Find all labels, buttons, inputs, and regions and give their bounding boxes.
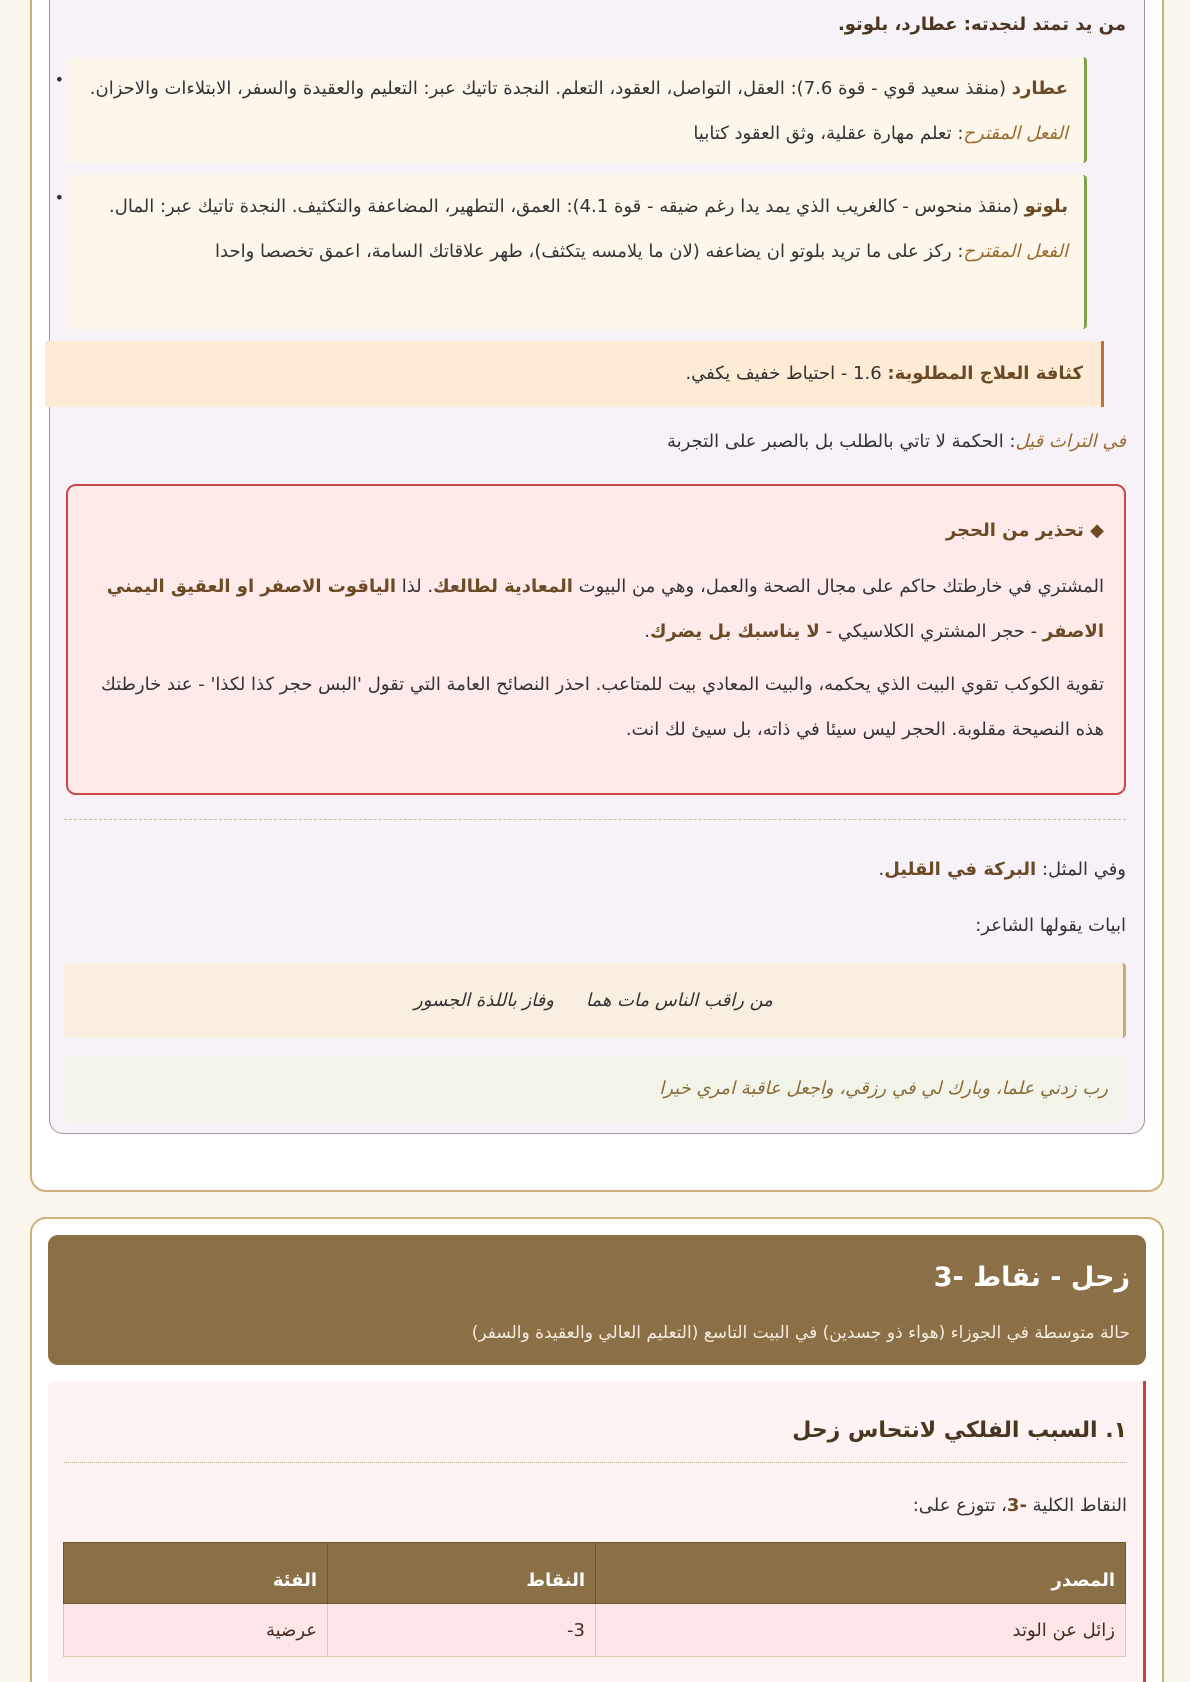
helper-text: (منقذ سعيد قوي - قوة 7.6): العقل، التواصل، العقود، التعلم. النجدة تاتيك عبر: التعليم والعقيدة والسفر، الابتلاءات والاحزان. <box>89 78 1012 99</box>
helper-name: بلوتو <box>1024 196 1068 217</box>
action-text: : تعلم مهارة عقلية، وثق العقود كتابيا <box>693 123 964 144</box>
divider <box>64 819 1126 820</box>
action-label: الفعل المقترح <box>963 241 1068 262</box>
heritage-text: : الحكمة لا تاتي بالطلب بل بالصبر على التجربة <box>666 431 1016 452</box>
remedy-density-box <box>45 341 1104 407</box>
saturn-header <box>48 1235 1146 1365</box>
remedy-panel <box>49 0 1145 1134</box>
stone-warning-box <box>66 484 1126 795</box>
poem-box <box>64 963 1126 1038</box>
warning-title-text: تحذير من الحجر <box>945 520 1084 541</box>
action-text: : ركز على ما تريد بلوتو ان يضاعفه (لان ما يلامسه يتكثف)، طهر علاقاتك السامة، اعمق تخصصا واحدا <box>215 241 964 262</box>
heritage-label: في التراث قيل <box>1015 431 1126 452</box>
helpers-lead: من يد تمتد لنجدته: عطارد، بلوتو. <box>837 14 1126 35</box>
warning-title <box>86 516 1104 546</box>
bullet: • <box>54 188 64 207</box>
warning-paragraph-2: تقوية الكوكب تقوي البيت الذي يحكمه، والبيت المعادي بيت للمتاعب. احذر النصائح العامة التي تقول 'البس حجر كذا لكذا' - عند خارطتك هذه النصيحة مقلوبة. الحجر ليس سيئا في ذاته، بل سيئ لك انت. <box>100 674 1104 740</box>
cell-category: عرضية <box>64 1604 328 1657</box>
density-label: كثافة العلاج المطلوبة: <box>887 363 1083 384</box>
prayer-box: رب زدني علما، وبارك لي في رزقي، واجعل عاقبة امري خيرا <box>64 1056 1126 1122</box>
table-row <box>64 1604 1126 1657</box>
bullet: • <box>54 70 64 89</box>
planet-card-saturn <box>30 1217 1164 1682</box>
section-title: ١. السبب الفلكي لانتحاس زحل <box>64 1416 1127 1463</box>
helper-item-mercury <box>65 57 1087 163</box>
cell-source: زائل عن الوتد <box>596 1604 1126 1657</box>
column-header: النقاط <box>328 1543 596 1604</box>
column-header: الفئة <box>64 1543 328 1604</box>
saturn-cause-section <box>48 1381 1146 1682</box>
diamond-icon: ◆ <box>1090 520 1104 541</box>
column-header: المصدر <box>596 1543 1126 1604</box>
points-table <box>63 1542 1126 1657</box>
action-label: الفعل المقترح <box>963 123 1068 144</box>
density-value: 1.6 - احتياط خفيف يكفي. <box>685 363 888 384</box>
helper-text: (منقذ منحوس - كالغريب الذي يمد يدا رغم ضيقه - قوة 4.1): العمق، التطهير، المضاعفة والتكثيف. النجدة تاتيك عبر: المال. <box>109 196 1025 217</box>
poem-hemistich-2: وفاز باللذة الجسور <box>414 990 554 1011</box>
poet-intro: ابيات يقولها الشاعر: <box>975 915 1126 936</box>
proverb: وفي المثل: البركة في القليل. <box>878 859 1126 880</box>
poem-hemistich-1: من راقب الناس مات هما <box>585 990 773 1011</box>
helper-item-pluto <box>65 175 1087 329</box>
helper-name: عطارد <box>1011 78 1068 99</box>
saturn-title: زحل - نقاط -3 <box>933 1262 1130 1293</box>
warning-paragraph-1: المشتري في خارطتك حاكم على مجال الصحة والعمل، وهي من البيوت المعادية لطالعك. لذا الياقوت الاصفر او العقيق اليمني الاصفر - حجر المشتري الكلاسيكي - لا يناسبك بل يضرك. <box>106 576 1104 642</box>
planet-card-previous <box>30 0 1164 1192</box>
total-points: النقاط الكلية -3، تتوزع على: <box>912 1495 1127 1516</box>
heritage-quote <box>667 427 1126 457</box>
table-header-row <box>64 1543 1126 1604</box>
cell-points: -3 <box>328 1604 596 1657</box>
saturn-subtitle: حالة متوسطة في الجوزاء (هواء ذو جسدين) في البيت التاسع (التعليم العالي والعقيدة والسفر) <box>471 1323 1130 1343</box>
